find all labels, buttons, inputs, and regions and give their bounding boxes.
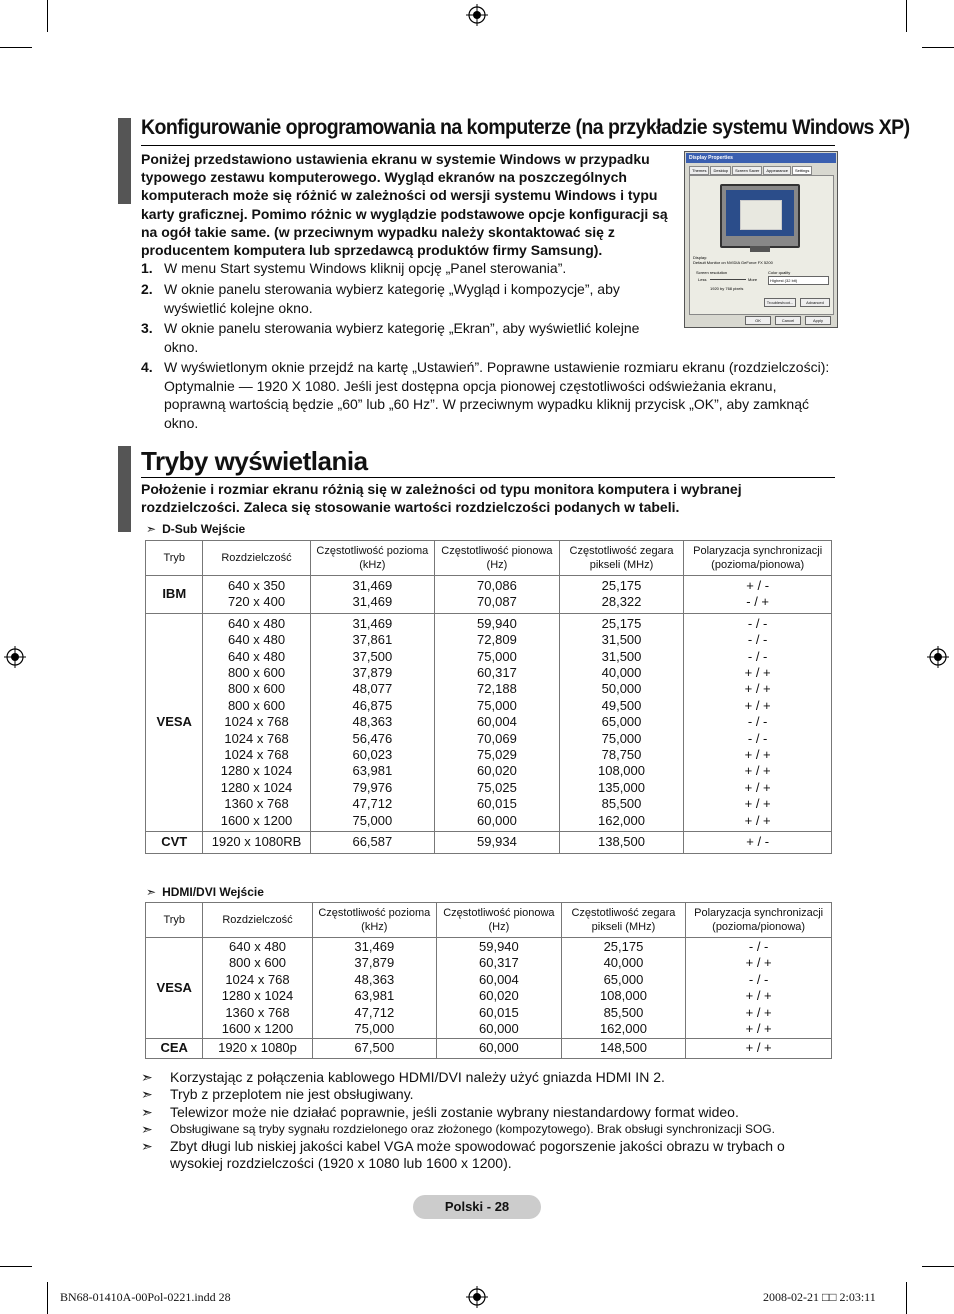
cell-line: 72,188 — [477, 681, 517, 697]
cell-line: 800 x 600 — [227, 665, 286, 681]
cell-line: + / + — [745, 1040, 772, 1056]
section-bar — [118, 446, 131, 532]
cell-line: 640 x 480 — [228, 939, 287, 954]
cell-line: 31,469 — [352, 578, 393, 593]
cell-line: 1024 x 768 — [224, 730, 289, 746]
cell-line: + / + — [745, 1021, 772, 1037]
table-row — [146, 938, 832, 1039]
tab-settings: Settings — [792, 166, 812, 175]
dsub-title: D-Sub Wejście — [162, 522, 246, 536]
arrow-icon: ➣ — [141, 1086, 153, 1103]
cell-line: 60,000 — [477, 812, 517, 828]
crop-mark — [906, 0, 907, 32]
registration-mark-icon — [4, 646, 26, 668]
mode-cell: VESA — [146, 613, 203, 831]
value-cell — [203, 832, 310, 853]
step-text: W menu Start systemu Windows kliknij opcję „Panel sterowania”. — [164, 260, 567, 276]
monitor-screen — [726, 190, 794, 236]
table-header-row — [146, 903, 832, 938]
cell-line: 1360 x 768 — [224, 796, 289, 812]
cell-line: 640 x 350 — [227, 578, 286, 593]
step-text: W wyświetlonym oknie przejdź na kartę „Ustawień”. Poprawne ustawienie rozmiaru ekranu (rozdzielczości): Optymalnie — 1920 X 1080. Jeśli jest dostępna opcja pionowej częstotliwości odświeżania ekranu, poprawną wartością będzie „60” lub „60 Hz”. W przeciwnym wypadku kliknij przycisk „OK”, aby zamknąć okno. — [164, 359, 830, 431]
mode-cell: VESA — [146, 938, 203, 1039]
crop-mark — [922, 47, 954, 48]
cell-line: 800 x 600 — [227, 697, 286, 713]
cell-line: 1920 x 1080p — [218, 1040, 297, 1056]
cancel-button: Cancel — [775, 316, 801, 325]
intro-paragraph: Poniżej przedstawiono ustawienia ekranu w systemie Windows w przypadku typowego zestawu komputerowego. Wygląd ekranów na poszczególnych komputerach może się różnić w zależności od wersji systemu Windows i typu karty graficznej. Pomimo różnic w wyglądzie podstawowe opcje konfiguracji są na ogół takie same. (w przeciwnym wypadku należy skontaktować się z producentem komputera lub sprzedawcą produktów firmy Samsung). — [141, 151, 668, 259]
advanced-button: Advanced — [800, 298, 830, 307]
notes-list — [141, 1069, 841, 1173]
cell-line: - / + — [746, 594, 770, 610]
monitor-stand — [750, 246, 770, 252]
cell-line: 59,940 — [479, 939, 519, 954]
note-text: Telewizor może nie działać poprawnie, jeśli zostanie wybrany niestandardowy format wideo. — [170, 1103, 739, 1120]
ok-button: OK — [745, 316, 771, 325]
cell-line: 75,000 — [477, 648, 517, 664]
cell-line: - / - — [747, 632, 768, 648]
note-item — [141, 1104, 841, 1121]
table-row — [146, 832, 832, 853]
color-select: Highest (32 bit) — [768, 276, 829, 285]
display-value: Default Monitor on NVIDIA GeForce FX 5200 — [693, 260, 773, 265]
cell-line: 31,469 — [352, 594, 393, 610]
cell-line: 37,879 — [354, 955, 395, 971]
settings-panel — [689, 175, 834, 315]
tab-strip — [689, 166, 813, 175]
cell-line: - / - — [747, 648, 768, 664]
column-header: Tryb — [146, 541, 203, 576]
value-cell — [686, 1039, 832, 1058]
value-cell — [559, 613, 684, 831]
cell-line: 79,976 — [352, 779, 393, 795]
cell-line: 60,317 — [477, 665, 517, 681]
cell-line: 85,500 — [601, 796, 642, 812]
cell-line: 75,000 — [352, 812, 393, 828]
value-cell — [561, 1039, 686, 1058]
note-text: Obsługiwane są tryby sygnału rozdzielonego oraz złożonego (kompozytowego). Brak obsługi synchronizacji SOG. — [170, 1121, 775, 1136]
apply-button: Apply — [805, 316, 831, 325]
table-header-row — [146, 541, 832, 576]
cell-line: - / - — [747, 615, 768, 631]
cell-line: 1600 x 1200 — [221, 1021, 294, 1037]
tab-desktop: Desktop — [710, 166, 731, 175]
cell-line: 50,000 — [601, 681, 642, 697]
cell-line: 40,000 — [603, 955, 644, 971]
cell-line: + / + — [744, 681, 771, 697]
value-cell — [686, 938, 832, 1039]
table-row — [146, 1039, 832, 1058]
cell-line: 75,000 — [601, 730, 642, 746]
cell-line: + / + — [745, 1004, 772, 1020]
cell-line: 63,981 — [352, 763, 393, 779]
step-4 — [141, 358, 841, 434]
column-header: Polaryzacja synchronizacji (pozioma/pionowa) — [684, 541, 832, 576]
modes-intro: Położenie i rozmiar ekranu różnią się w zależności od typu monitora komputera i wybranej rozdzielczości. Zaleca się stosowanie wartości rozdzielczości podanych w tabeli. — [141, 481, 742, 515]
mode-cell: CEA — [146, 1039, 203, 1058]
value-cell — [684, 832, 832, 853]
cell-line: 85,500 — [603, 1004, 644, 1020]
hdmi-title: HDMI/DVI Wejście — [162, 885, 264, 899]
cell-line: 48,077 — [352, 681, 393, 697]
cell-line: + / + — [744, 796, 771, 812]
note-item — [141, 1086, 841, 1103]
section-bar — [118, 118, 131, 204]
cell-line: 72,809 — [477, 632, 517, 648]
display-label: Display: — [693, 255, 708, 260]
cell-line: 63,981 — [354, 988, 395, 1004]
cell-line: 31,500 — [601, 648, 642, 664]
value-cell — [435, 613, 560, 831]
cell-line: 56,476 — [352, 730, 393, 746]
step-text: W oknie panelu sterowania wybierz kategorię „Ekran”, aby wyświetlić kolejne okno. — [164, 320, 640, 355]
note-text: Korzystając z połączenia kablowego HDMI/DVI należy użyć gniazda HDMI IN 2. — [170, 1069, 665, 1085]
mode-cell: CVT — [146, 832, 203, 853]
arrow-icon: ➣ — [141, 1103, 153, 1120]
value-cell — [684, 613, 832, 831]
cell-line: 138,500 — [598, 834, 645, 850]
cell-line: 49,500 — [601, 697, 642, 713]
cell-line: 31,469 — [352, 615, 393, 631]
cell-line: 1600 x 1200 — [220, 812, 293, 828]
cell-line: 67,500 — [354, 1040, 395, 1056]
value-cell — [559, 576, 684, 614]
cell-line: 65,000 — [603, 971, 644, 987]
value-cell — [203, 1039, 312, 1058]
cell-line: 162,000 — [598, 812, 645, 828]
cell-line: 60,023 — [352, 747, 393, 763]
value-cell — [437, 938, 562, 1039]
value-cell — [310, 576, 435, 614]
cell-line: 1360 x 768 — [225, 1004, 290, 1020]
cell-line: 135,000 — [598, 779, 645, 795]
step-3 — [141, 319, 681, 359]
cell-line: - / - — [747, 714, 768, 730]
cell-line: 640 x 480 — [227, 615, 286, 631]
cell-line: 70,087 — [477, 594, 517, 610]
hdmi-subtitle — [146, 885, 264, 899]
cell-line: 25,175 — [601, 578, 642, 593]
value-cell — [437, 1039, 562, 1058]
cell-line: 60,000 — [479, 1040, 519, 1056]
registration-mark-icon — [466, 4, 488, 26]
crop-mark — [0, 47, 32, 48]
cell-line: - / - — [748, 939, 769, 954]
cell-line: 75,000 — [477, 697, 517, 713]
cell-line: 1280 x 1024 — [220, 779, 293, 795]
note-item — [141, 1069, 841, 1086]
more-label: More — [748, 277, 758, 282]
heading-rule — [141, 477, 835, 478]
less-label: Less — [698, 277, 707, 282]
column-header: Częstotliwość pionowa (Hz) — [437, 903, 562, 938]
cell-line: 148,500 — [599, 1040, 647, 1056]
cell-line: 37,861 — [352, 632, 393, 648]
value-cell — [312, 938, 437, 1039]
cell-line: 75,029 — [477, 747, 517, 763]
arrow-icon: ➣ — [141, 1138, 153, 1155]
cell-line: + / + — [745, 988, 772, 1004]
cell-line: + / - — [746, 834, 770, 850]
cell-line: + / + — [744, 697, 771, 713]
tab-screen-saver: Screen Saver — [732, 166, 762, 175]
note-text: Zbyt długi lub niskiej jakości kabel VGA może spowodować pogorszenie jakości obrazu w trybach o wysokiej rozdzielczości (1920 x 1080 lub 1600 x 1200). — [170, 1138, 785, 1172]
cell-line: 47,712 — [354, 1004, 395, 1020]
crop-mark — [922, 1266, 954, 1267]
arrow-icon: ➣ — [146, 522, 157, 536]
cell-line: 1024 x 768 — [225, 971, 290, 987]
window-title: Display Properties — [686, 153, 836, 163]
column-header: Polaryzacja synchronizacji (pozioma/pionowa) — [686, 903, 832, 938]
tab-themes: Themes — [689, 166, 709, 175]
cell-line: 70,086 — [477, 578, 517, 593]
heading-rule — [141, 145, 835, 146]
step-number: 3. — [141, 320, 153, 336]
step-number: 4. — [141, 359, 153, 375]
crop-mark — [47, 0, 48, 32]
heading-display-modes: Tryby wyświetlania — [141, 446, 368, 476]
cell-line: 75,000 — [354, 1021, 395, 1037]
cell-line: 1280 x 1024 — [220, 763, 293, 779]
cell-line: 720 x 400 — [227, 594, 286, 610]
registration-mark-icon — [466, 1286, 488, 1308]
resolution-slider — [710, 279, 746, 280]
mode-cell: IBM — [146, 576, 203, 614]
column-header: Częstotliwość pionowa (Hz) — [435, 541, 560, 576]
value-cell — [312, 1039, 437, 1058]
cell-line: 60,015 — [477, 796, 517, 812]
cell-line: 47,712 — [352, 796, 393, 812]
value-cell — [203, 613, 310, 831]
cell-line: 60,004 — [479, 971, 519, 987]
cell-line: - / - — [748, 971, 769, 987]
cell-line: 40,000 — [601, 665, 642, 681]
step-number: 2. — [141, 281, 153, 297]
value-cell — [559, 832, 684, 853]
cell-line: 800 x 600 — [227, 681, 286, 697]
column-header: Rozdzielczość — [203, 541, 310, 576]
cell-line: 66,587 — [352, 834, 393, 850]
value-cell — [561, 938, 686, 1039]
table-row — [146, 576, 832, 614]
column-header: Częstotliwość pozioma (kHz) — [310, 541, 435, 576]
cell-line: 640 x 480 — [227, 648, 286, 664]
value-cell — [310, 613, 435, 831]
monitor-preview — [720, 184, 800, 248]
cell-line: - / - — [747, 730, 768, 746]
step-number: 1. — [141, 260, 153, 276]
page-label: Polski - 28 — [413, 1195, 541, 1219]
column-header: Tryb — [146, 903, 203, 938]
cell-line: 25,175 — [603, 939, 644, 954]
value-cell — [435, 832, 560, 853]
resolution-value: 1920 by 768 pixels — [710, 286, 744, 291]
cell-line: 59,940 — [477, 615, 517, 631]
column-header: Częstotliwość zegara pikseli (MHz) — [561, 903, 686, 938]
cell-line: 65,000 — [601, 714, 642, 730]
cell-line: + / + — [744, 812, 771, 828]
troubleshoot-button: Troubleshoot... — [764, 298, 796, 307]
cell-line: 46,875 — [352, 697, 393, 713]
color-label: Color quality — [768, 270, 791, 275]
cell-line: 48,363 — [352, 714, 393, 730]
arrow-icon: ➣ — [141, 1069, 153, 1085]
cell-line: 37,500 — [352, 648, 393, 664]
cell-line: 78,750 — [601, 747, 642, 763]
cell-line: + / - — [746, 578, 770, 593]
column-header: Częstotliwość zegara pikseli (MHz) — [559, 541, 684, 576]
cell-line: 162,000 — [599, 1021, 647, 1037]
cell-line: + / + — [744, 747, 771, 763]
cell-line: 25,175 — [601, 615, 642, 631]
footer-file: BN68-01410A-00Pol-0221.indd 28 — [60, 1290, 231, 1304]
table-row — [146, 613, 832, 831]
cell-line: 70,069 — [477, 730, 517, 746]
arrow-icon: ➣ — [146, 885, 157, 899]
footer-date: 2008-02-21 □□ 2:03:11 — [763, 1290, 876, 1304]
note-item — [141, 1138, 841, 1173]
display-properties-screenshot — [684, 151, 838, 328]
cell-line: 640 x 480 — [227, 632, 286, 648]
cell-line: 60,015 — [479, 1004, 519, 1020]
crop-mark — [906, 1282, 907, 1314]
hdmi-mode-table — [145, 902, 832, 1059]
value-cell — [684, 576, 832, 614]
note-text: Tryb z przeplotem nie jest obsługiwany. — [170, 1086, 414, 1103]
step-1 — [141, 259, 681, 279]
cell-line: 59,934 — [477, 834, 517, 850]
step-text: W oknie panelu sterowania wybierz kategorię „Wygląd i kompozycje”, aby wyświetlić kolejne okno. — [164, 281, 620, 316]
cell-line: 60,317 — [479, 955, 519, 971]
window-preview — [740, 200, 782, 230]
cell-line: 800 x 600 — [228, 955, 287, 971]
value-cell — [435, 576, 560, 614]
column-header: Rozdzielczość — [203, 903, 312, 938]
cell-line: 1024 x 768 — [224, 747, 289, 763]
cell-line: 60,020 — [479, 988, 519, 1004]
cell-line: 1920 x 1080RB — [211, 834, 302, 850]
cell-line: 60,000 — [479, 1021, 519, 1037]
value-cell — [203, 938, 312, 1039]
cell-line: + / + — [744, 763, 771, 779]
cell-line: 60,020 — [477, 763, 517, 779]
crop-mark — [47, 1282, 48, 1314]
cell-line: + / + — [744, 779, 771, 795]
cell-line: 1280 x 1024 — [221, 988, 294, 1004]
crop-mark — [0, 1266, 32, 1267]
cell-line: 108,000 — [598, 763, 645, 779]
dsub-subtitle — [146, 522, 245, 536]
cell-line: 108,000 — [599, 988, 647, 1004]
cell-line: 48,363 — [354, 971, 395, 987]
step-2 — [141, 280, 681, 320]
note-item — [141, 1121, 841, 1138]
value-cell — [310, 832, 435, 853]
column-header: Częstotliwość pozioma (kHz) — [312, 903, 437, 938]
heading-windows-config: Konfigurowanie oprogramowania na komputerze (na przykładzie systemu Windows XP) — [141, 116, 910, 139]
cell-line: 37,879 — [352, 665, 393, 681]
cell-line: 1024 x 768 — [224, 714, 289, 730]
cell-line: 31,469 — [354, 939, 395, 954]
cell-line: 31,500 — [601, 632, 642, 648]
registration-mark-icon — [927, 646, 949, 668]
dsub-mode-table — [145, 540, 832, 854]
tab-appearance: Appearance — [763, 166, 791, 175]
cell-line: 75,025 — [477, 779, 517, 795]
value-cell — [203, 576, 310, 614]
arrow-icon: ➣ — [141, 1120, 153, 1137]
cell-line: 28,322 — [601, 594, 642, 610]
cell-line: + / + — [745, 955, 772, 971]
resolution-label: Screen resolution — [696, 270, 728, 275]
cell-line: + / + — [744, 665, 771, 681]
cell-line: 60,004 — [477, 714, 517, 730]
